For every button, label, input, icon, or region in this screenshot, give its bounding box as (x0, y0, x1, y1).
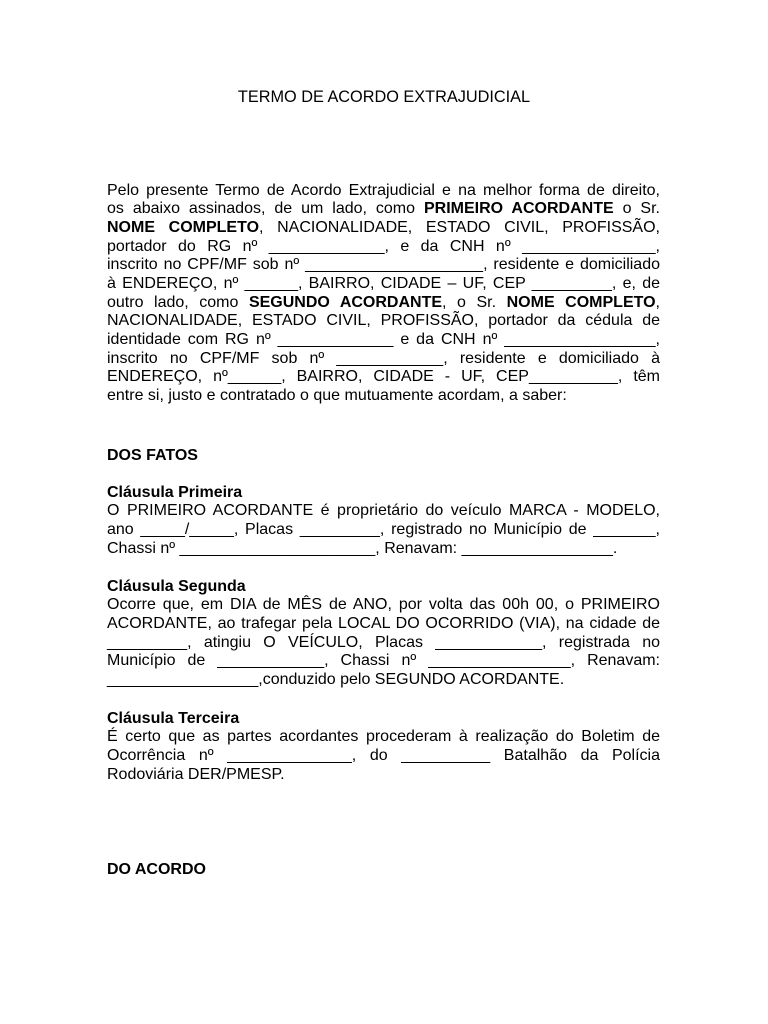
clause-third (107, 710, 660, 785)
intro-text: identidade com RG nº _____________ e da CNH nº _________________, (107, 331, 660, 349)
clause-line: ACORDANTE, ao trafegar pela LOCAL DO OCORRIDO (VIA), na cidade de (107, 614, 660, 632)
second-party-role: SEGUNDO ACORDANTE (248, 293, 443, 311)
intro-line (107, 387, 660, 406)
intro-line (107, 200, 660, 219)
intro-text: à ENDEREÇO, nº ______, BAIRRO, CIDADE – UF, CEP _________, e, de (107, 275, 660, 293)
intro-text: portador do RG nº _____________, e da CNH nº _______________, (107, 237, 660, 255)
first-party-name: NOME COMPLETO (107, 218, 260, 236)
intro-text: inscrito no CPF/MF sob nº ____________________, residente e domiciliado (107, 256, 660, 274)
clause-title: Cláusula Segunda (107, 577, 246, 595)
clause-first (107, 484, 660, 559)
clause-line: É certo que as partes acordantes procederam à realização do Boletim de (107, 728, 660, 746)
clause-line: Rodoviária DER/PMESP. (107, 765, 285, 783)
intro-line (107, 182, 660, 201)
intro-line (107, 219, 660, 238)
section-heading-agreement: DO ACORDO (107, 860, 206, 878)
intro-line (107, 275, 660, 294)
first-party-role: PRIMEIRO ACORDANTE (423, 200, 614, 218)
intro-text: os abaixo assinados, de um lado, como (107, 200, 424, 218)
intro-text: inscrito no CPF/MF sob nº ____________, residente e domiciliado à (107, 349, 660, 367)
intro-line (107, 312, 660, 331)
clause-line: ano _____/_____, Placas _________, registrado no Município de _______, (107, 520, 660, 538)
clause-line: _________________,conduzido pelo SEGUNDO ACORDANTE. (107, 671, 565, 689)
intro-text: Pelo presente Termo de Acordo Extrajudicial e na melhor forma de direito, (107, 181, 660, 199)
intro-line (107, 238, 660, 257)
intro-line (107, 294, 660, 313)
intro-text: , NACIONALIDADE, ESTADO CIVIL, PROFISSÃO, (259, 218, 660, 236)
clause-line: Ocorre que, em DIA de MÊS de ANO, por volta das 00h 00, o PRIMEIRO (107, 596, 660, 614)
clause-title: Cláusula Terceira (107, 709, 240, 727)
intro-text: ENDEREÇO, nº______, BAIRRO, CIDADE - UF, CEP__________, têm (107, 368, 660, 386)
intro-text: entre si, justo e contratado o que mutuamente acordam, a saber: (107, 387, 567, 405)
clause-line: O PRIMEIRO ACORDANTE é proprietário do veículo MARCA - MODELO, (107, 502, 660, 520)
intro-text: outro lado, como (107, 293, 249, 311)
section-heading-facts: DOS FATOS (107, 446, 198, 464)
clause-second (107, 578, 660, 690)
document-title: TERMO DE ACORDO EXTRAJUDICIAL (237, 88, 531, 106)
intro-paragraph (107, 182, 660, 406)
second-party-name: NOME COMPLETO (506, 293, 656, 311)
clause-line: _________, atingiu O VEÍCULO, Placas ____________, registrada no (107, 633, 660, 651)
intro-line (107, 350, 660, 369)
intro-text: , (655, 293, 660, 311)
clause-line: Ocorrência nº ______________, do __________ Batalhão da Polícia (107, 746, 660, 764)
intro-text: o Sr. (613, 200, 660, 218)
intro-line (107, 256, 660, 275)
clause-title: Cláusula Primeira (107, 483, 243, 501)
intro-text: , o Sr. (442, 293, 507, 311)
clause-line: Chassi nº ______________________, Renavam: _________________. (107, 539, 618, 557)
clause-line: Município de ____________, Chassi nº ________________, Renavam: (107, 652, 660, 670)
intro-line (107, 331, 660, 350)
intro-text: NACIONALIDADE, ESTADO CIVIL, PROFISSÃO, portador da cédula de (107, 312, 660, 330)
intro-line (107, 368, 660, 387)
